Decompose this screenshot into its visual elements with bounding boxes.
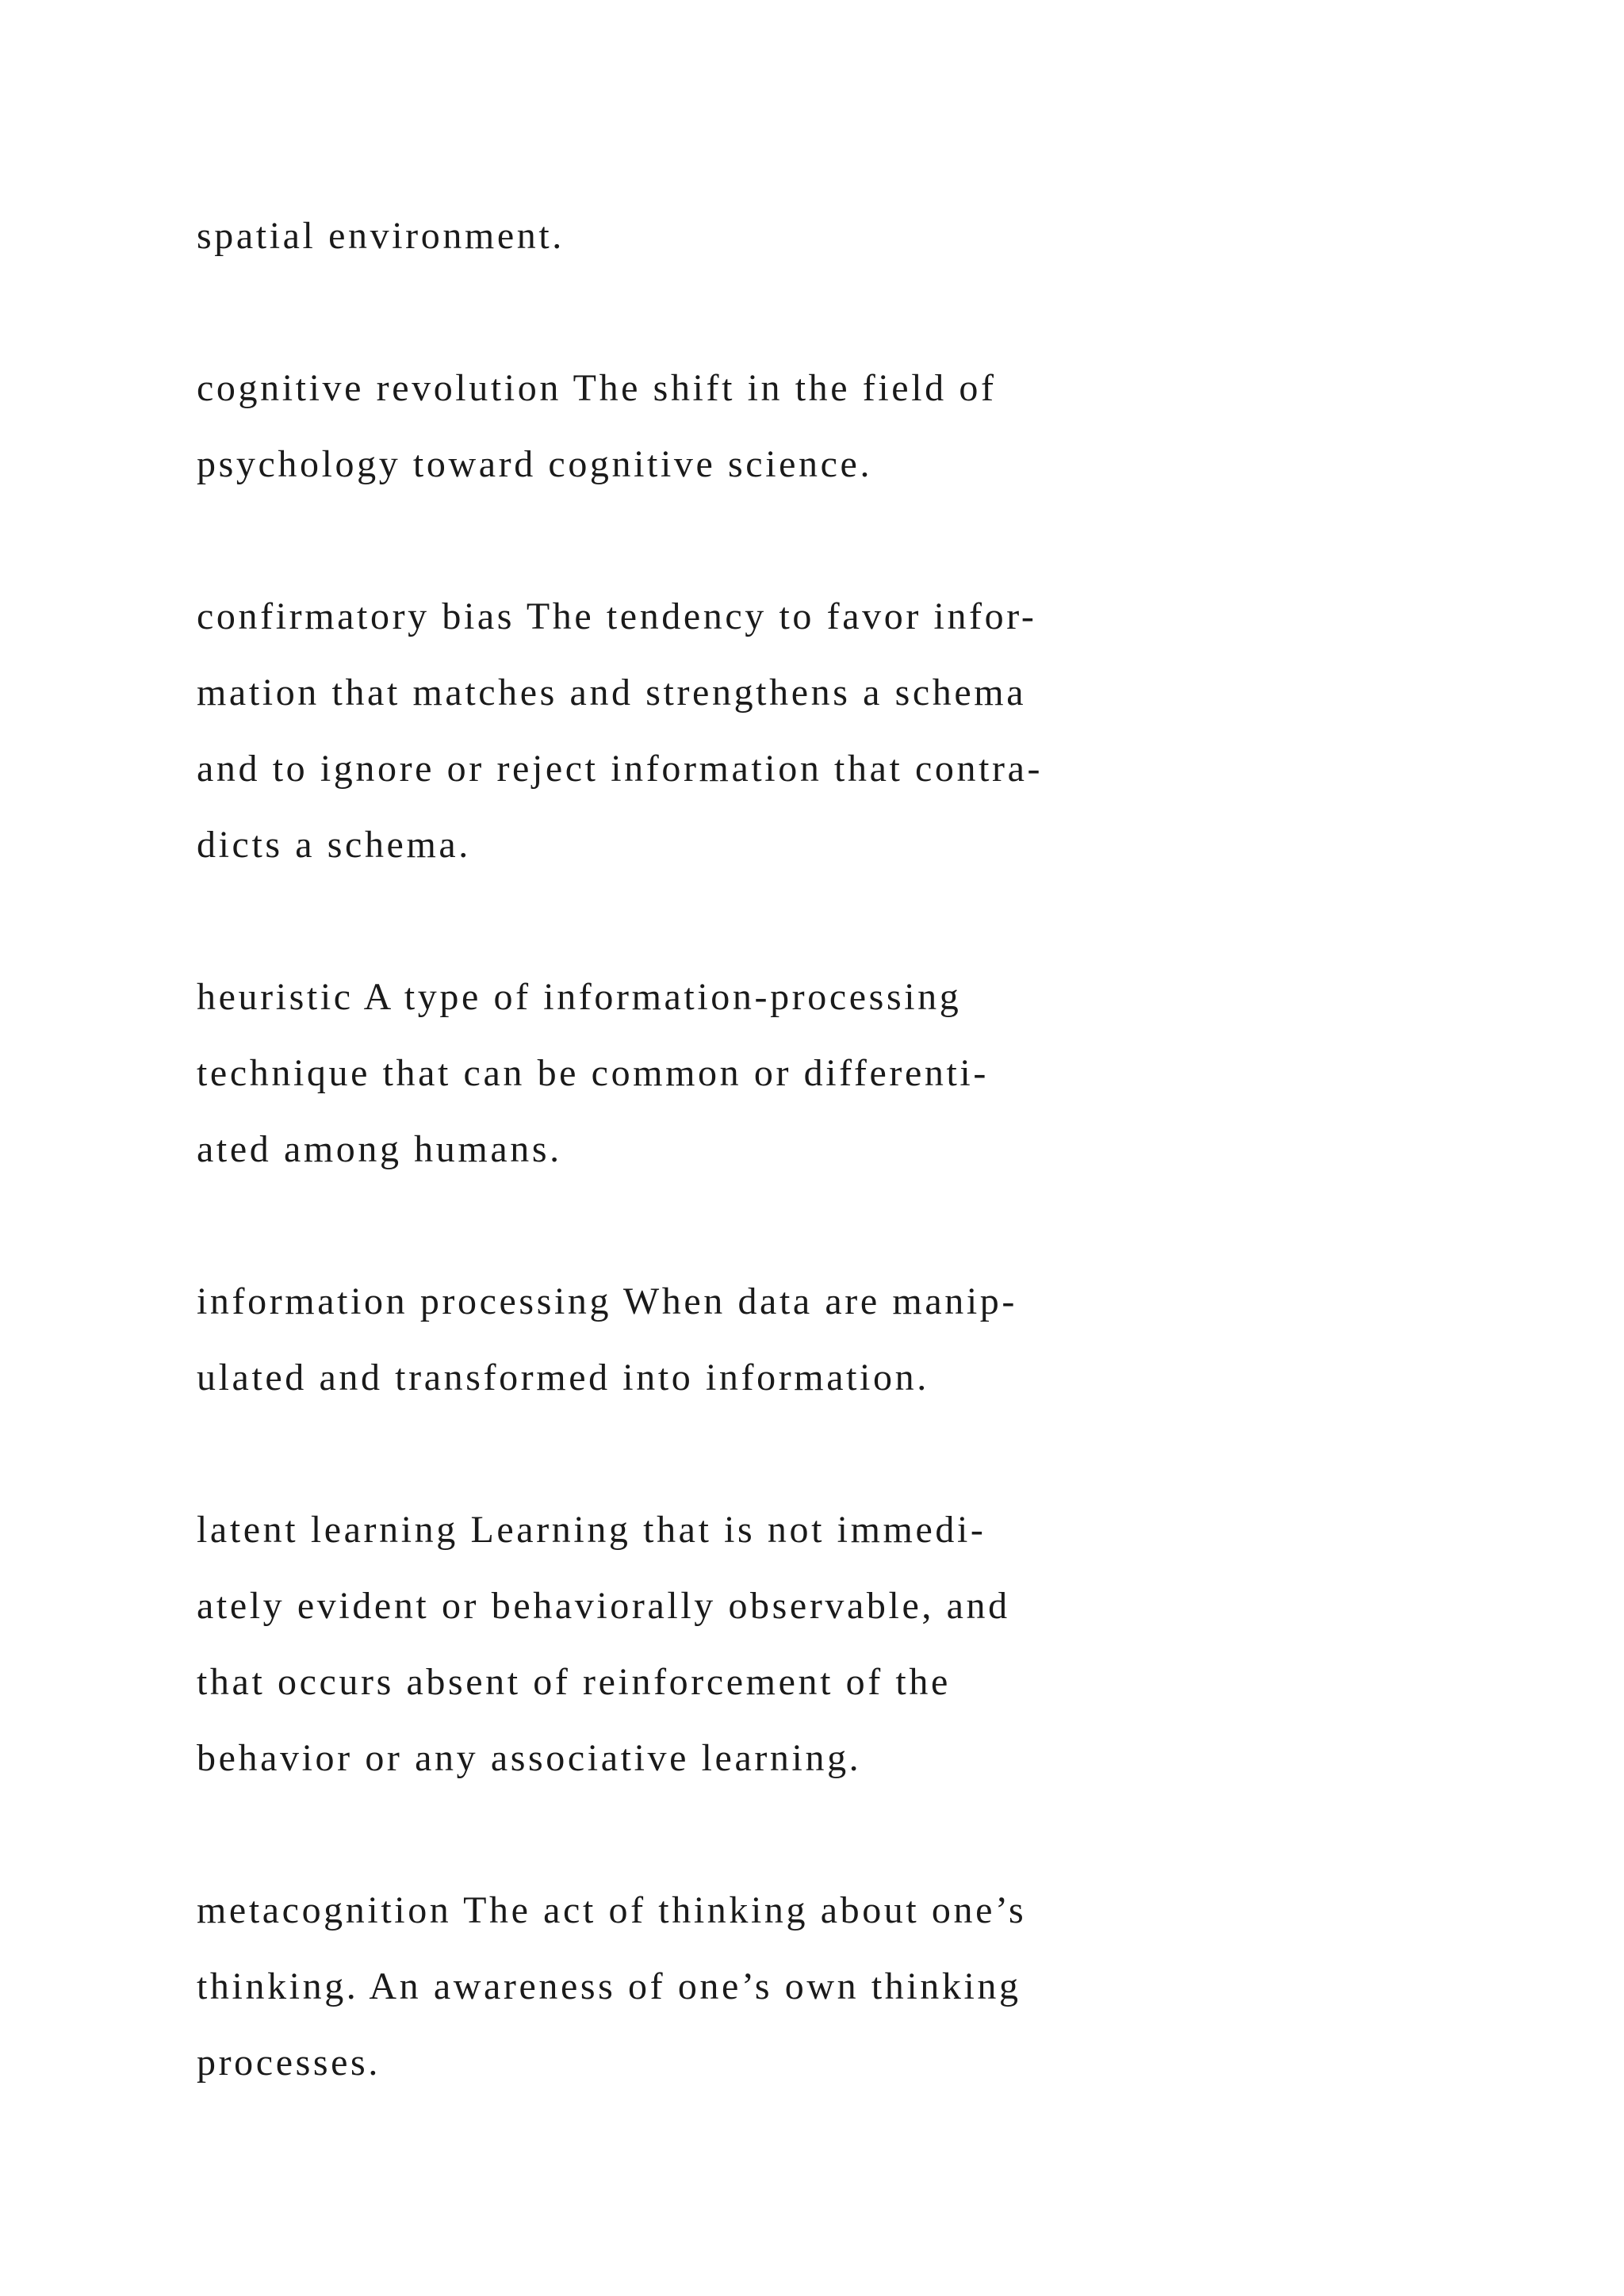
entry-line: that occurs absent of reinforcement of the (197, 1661, 951, 1703)
entry-line: dicts a schema. (197, 824, 471, 866)
entry-line: ulated and transformed into information. (197, 1357, 929, 1399)
entry-line: latent learning Learning that is not immedi- (197, 1509, 986, 1551)
entry-line: cognitive revolution The shift in the field of (197, 367, 997, 409)
entry-line: and to ignore or reject information that contra- (197, 748, 1044, 790)
entry-spacer (197, 1188, 1148, 1264)
glossary-entry-cognitive-revolution (197, 350, 1148, 503)
entry-line: processes. (197, 2042, 381, 2084)
glossary-entry-confirmatory-bias (197, 579, 1148, 883)
entry-spacer (197, 274, 1148, 350)
entry-line: psychology toward cognitive science. (197, 443, 873, 485)
entry-line: ated among humans. (197, 1128, 562, 1170)
entry-line: information processing When data are manip- (197, 1280, 1017, 1322)
glossary-entry-heuristic (197, 959, 1148, 1188)
entry-spacer (197, 1416, 1148, 1492)
entry-line: heuristic A type of information-processing (197, 976, 962, 1018)
entry-line: behavior or any associative learning. (197, 1737, 862, 1779)
glossary-content (197, 198, 1148, 2101)
entry-spacer (197, 1797, 1148, 1873)
entry-line: technique that can be common or differenti- (197, 1052, 989, 1094)
glossary-entry-information-processing (197, 1264, 1148, 1416)
entry-spacer (197, 503, 1148, 579)
entry-line: spatial environment. (197, 215, 565, 257)
entry-line: thinking. An awareness of one’s own thinking (197, 1965, 1021, 2007)
entry-spacer (197, 883, 1148, 959)
glossary-entry-latent-learning (197, 1492, 1148, 1797)
entry-line: metacognition The act of thinking about one’s (197, 1889, 1027, 1931)
glossary-entry-spatial-environment-continuation (197, 198, 1148, 274)
glossary-entry-metacognition (197, 1873, 1148, 2101)
entry-line: mation that matches and strengthens a schema (197, 672, 1027, 714)
entry-line: ately evident or behaviorally observable, and (197, 1585, 1010, 1627)
entry-line: confirmatory bias The tendency to favor infor- (197, 595, 1037, 637)
